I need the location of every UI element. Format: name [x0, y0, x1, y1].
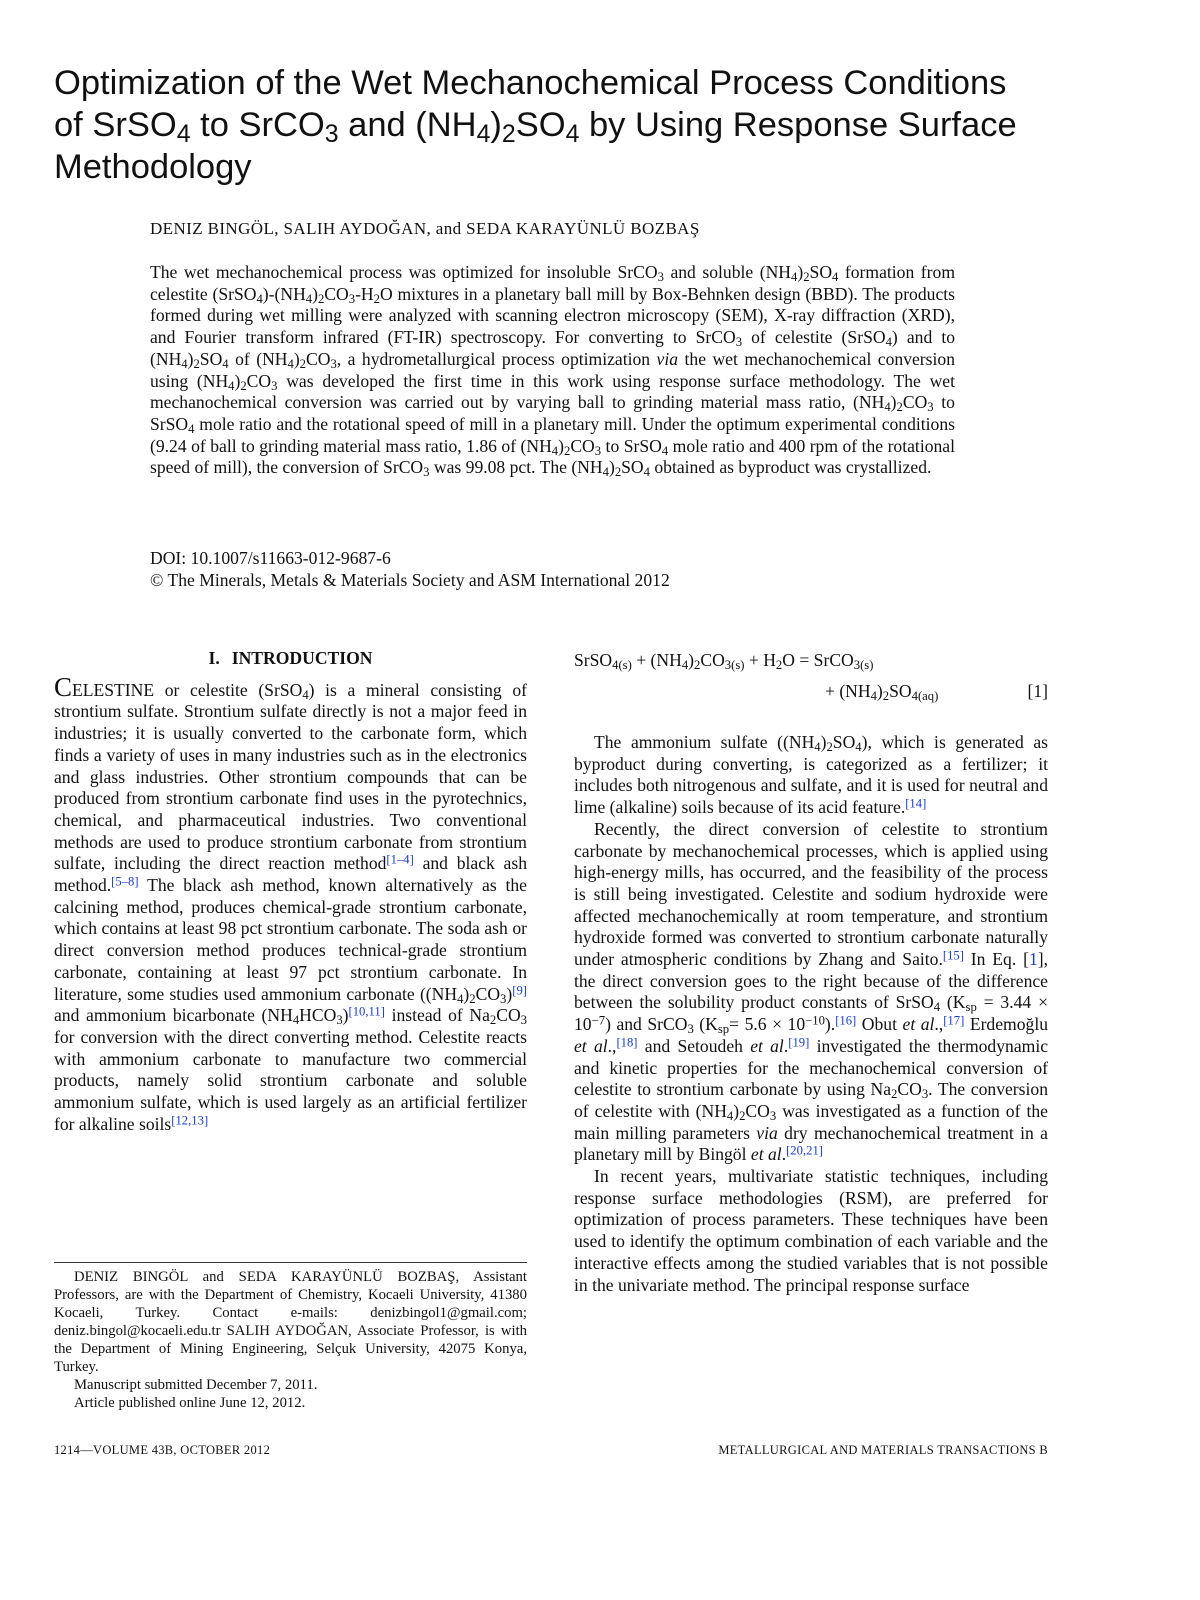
drop-cap: C — [54, 671, 73, 702]
citation-link[interactable]: [17] — [943, 1013, 965, 1028]
citation-link[interactable]: [5–8] — [111, 874, 139, 889]
citation-link[interactable]: [10,11] — [348, 1004, 385, 1019]
intro-paragraph: CELESTINE or celestite (SrSO$_4$) is a mineral consisting of strontium sulfate. Strontium sulfate directly is not a major feed in industries; it is usually converted to the carbonate form, which finds a variety of uses in many industries such as in the electronics and glass industries. Other strontium compounds that can be produced from strontium carbonate find uses in the pyrotechnics, chemical, and pharmaceutical industries. Two conventional methods are used to produce strontium carbonate from strontium sulfate, including the direct reaction method[1–4] and black ash method.[5–8] The black ash method, known alternatively as the calcining method, produces chemical-grade strontium carbonate, which contains at least 98 pct strontium carbonate. The soda ash or direct conversion method produces technical-grade strontium carbonate, containing at least 97 pct strontium carbonate. In literature, some studies used ammonium carbonate $((NH_4)_2CO_3)[9]$ and ammonium bicarbonate $(NH_4HCO_3)[10,11]$ instead of $Na_2CO_3$ for conversion with the direct converting method. Celestite reacts with ammonium carbonate to manufacture two commercial products, namely solid strontium carbonate and soluble ammonium sulfate, which is used largely as an artificial fertilizer for alkaline soils[12,13] — [54, 671, 528, 1134]
footnote-divider — [54, 1262, 527, 1263]
doi-block — [150, 547, 670, 591]
page-footer-journal: METALLURGICAL AND MATERIALS TRANSACTIONS B — [718, 1443, 1048, 1457]
equation-number: [1] — [1027, 681, 1048, 701]
published-online-note: Article published online June 12, 2012. — [74, 1395, 306, 1411]
citation-link[interactable]: [16] — [835, 1013, 857, 1028]
citation-link[interactable]: [15] — [942, 948, 964, 963]
equation-line-2: + $(NH_4)_2SO_{4(aq)}$ — [825, 681, 939, 704]
title-line-3: Methodology — [54, 148, 252, 186]
title-line-1: Optimization of the Wet Mechanochemical Process Conditions — [54, 64, 1007, 102]
manuscript-submitted-note: Manuscript submitted December 7, 2011. — [74, 1377, 318, 1393]
right-column — [574, 650, 1048, 1296]
citation-link[interactable]: [9] — [512, 982, 527, 997]
copyright: © The Minerals, Metals & Materials Society and ASM International 2012 — [150, 570, 670, 590]
left-column — [54, 648, 527, 1135]
title-line-2: of SrSO$_4$ to SrCO$_3$ and $(NH_4)_2SO_4$ by Using Response Surface — [54, 106, 1017, 149]
citation-link[interactable]: [14] — [905, 796, 927, 811]
body-paragraph: The ammonium sulfate $((NH_4)_2SO_4)$, which is generated as byproduct during converting, is categorized as a fertilizer; it includes both nitrogenous and sulfate, and it is used for neutral and lime (alkaline) soils because of its acid feature.[14] — [574, 732, 1048, 818]
equation-line-1: SrSO$_{4(s)}$ + $(NH_4)_2CO_{3(s)} + H_2O$ = SrCO$_{3(s)}$ — [574, 650, 874, 673]
body-paragraph: Recently, the direct conversion of celestite to strontium carbonate by mechanochemical processes, which is applied using high-energy mills, has occurred, and the feasibility of the process is still being investigated. Celestite and sodium hydroxide were affected mechanochemically at room temperature, and strontium hydroxide formed was converted to strontium carbonate naturally under atmospheric conditions by Zhang and Saito.[15] In Eq. [1], the direct conversion goes to the right because of the difference between the solubility product constants of SrSO$_4$ $(K_{sp} = 3.44 \times 10^{-7})$ and SrCO$_3$ $(K_{sp}= 5.6 \times 10^{-10}).[16]$ Obut et al.,[17] Erdemoğlu et al.,[18] and Setoudeh et al.[19] investigated the thermodynamic and kinetic properties for the mechanochemical conversion of celestite to strontium carbonate by using $Na_2CO_3$. The conversion of celestite with $(NH_4)_2CO_3$ was investigated as a function of the main milling parameters via dry mechanochemical treatment in a planetary mill by Bingöl et al.[20,21] — [574, 818, 1049, 1165]
abstract: The wet mechanochemical process was optimized for insoluble SrCO$_3$ and soluble $(NH_4)_2SO_4$ formation from celestite $(SrSO_4)-(NH_4)_2CO_3-H_2O$ mixtures in a planetary ball mill by Box-Behnken design (BBD). The products formed during wet milling were analyzed with scanning electron microscopy (SEM), X-ray diffraction (XRD), and Fourier transform infrared (FT-IR) spectroscopy. For converting to SrCO$_3$ of celestite (SrSO$_4$) and to $(NH_4)_2SO_4$ of $(NH_4)_2CO_3$, a hydrometallurgical process optimization via the wet mechanochemical conversion using $(NH_4)_2CO_3$ was developed the first time in this work using response surface methodology. The wet mechanochemical conversion was carried out by varying ball to grinding material mass ratio, $(NH_4)_2CO_3$ to SrSO$_4$ mole ratio and the rotational speed of mill in a planetary mill. Under the optimum experimental conditions (9.24 of ball to grinding material mass ratio, 1.86 of $(NH_4)_2CO_3$ to SrSO$_4$ mole ratio and 400 rpm of the rotational speed of mill), the conversion of SrCO$_3$ was 99.08 pct. The $(NH_4)_2SO_4$ obtained as byproduct was crystallized. — [150, 262, 956, 480]
doi[interactable]: DOI: 10.1007/s11663-012-9687-6 — [150, 548, 391, 568]
citation-link[interactable]: [12,13] — [171, 1113, 209, 1128]
citation-link[interactable]: [20,21] — [786, 1143, 823, 1158]
footnotes — [54, 1268, 527, 1412]
body-paragraph: In recent years, multivariate statistic techniques, including response surface methodologies (RSM), are preferred for optimization of process parameters. These techniques have been used to identify the optimum combination of each variable and the interactive effects among the studied variables that is not possible in the univariate method. The principal response surface — [574, 1166, 1048, 1295]
section-heading-introduction: I. INTRODUCTION — [208, 648, 373, 668]
page-footer-volume: 1214—VOLUME 43B, OCTOBER 2012 — [54, 1443, 271, 1457]
citation-link[interactable]: [1–4] — [386, 852, 414, 867]
citation-link[interactable]: [18] — [616, 1035, 638, 1050]
citation-link[interactable]: [19] — [788, 1035, 810, 1050]
author-list: DENIZ BINGÖL, SALIH AYDOĞAN, and SEDA KARAYÜNLÜ BOZBAŞ — [150, 219, 700, 238]
equation-1 — [574, 650, 1048, 708]
equation-link[interactable]: 1 — [1028, 949, 1038, 970]
author-affiliation-note: DENIZ BINGÖL and SEDA KARAYÜNLÜ BOZBAŞ, Assistant Professors, are with the Department of Chemistry, Kocaeli University, 41380 Kocaeli, Turkey. Contact e-mails: denizbingol1@gmail.com; deniz.bingol@kocaeli.edu.tr SALIH AYDOĞAN, Associate Professor, is with the Department of Mining Engineering, Selçuk University, 42075 Konya, Turkey. — [54, 1269, 527, 1375]
paper-title — [54, 62, 1154, 188]
